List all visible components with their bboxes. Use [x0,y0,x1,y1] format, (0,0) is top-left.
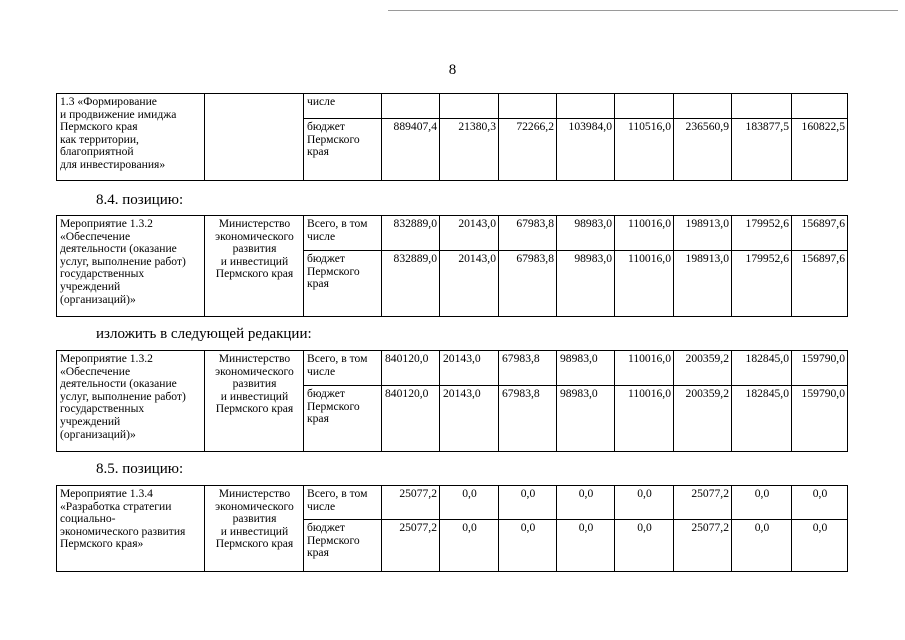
value-cell: 110516,0 [615,119,674,181]
value-cell: 198913,0 [674,251,732,317]
value-cell: 20143,0 [440,216,499,251]
value-cell: 0,0 [557,520,615,572]
value-cell: 0,0 [557,486,615,520]
funding-source-cell: бюджет Пермского края [304,386,382,452]
value-cell: 0,0 [440,520,499,572]
value-cell: 67983,8 [499,251,557,317]
table-measure-1-3-4 [56,485,848,572]
value-cell: 25077,2 [674,520,732,572]
funding-source-cell: Всего, в том числе [304,351,382,386]
value-cell: 98983,0 [557,386,615,452]
table-row [57,216,848,251]
value-cell [382,94,440,119]
section-heading-8-4: 8.4. позицию: [96,192,184,208]
value-cell [792,94,848,119]
value-cell: 67983,8 [499,386,557,452]
value-cell: 200359,2 [674,351,732,386]
value-cell: 179952,6 [732,216,792,251]
value-cell: 840120,0 [382,351,440,386]
executor-cell: Министерство экономического развития и инвестиций Пермского края [205,351,304,452]
table-measure-1-3 [56,93,848,181]
value-cell: 21380,3 [440,119,499,181]
value-cell: 25077,2 [674,486,732,520]
funding-source-cell: бюджет Пермского края [304,119,382,181]
value-cell: 159790,0 [792,351,848,386]
measure-name-cell: Мероприятие 1.3.4 «Разработка стратегии социально- экономического развития Пермского края» [57,486,205,572]
value-cell: 110016,0 [615,251,674,317]
value-cell: 25077,2 [382,486,440,520]
value-cell: 0,0 [732,520,792,572]
value-cell: 0,0 [615,520,674,572]
value-cell [499,94,557,119]
measure-name-cell: Мероприятие 1.3.2 «Обеспечение деятельности (оказание услуг, выполнение работ) государственных учреждений (организаций)» [57,216,205,317]
value-cell: 110016,0 [615,386,674,452]
value-cell: 156897,6 [792,251,848,317]
value-cell: 98983,0 [557,251,615,317]
value-cell: 0,0 [792,520,848,572]
measure-name-cell: 1.3 «Формирование и продвижение имиджа Пермского края как территории, благоприятной для инвестирования» [57,94,205,181]
value-cell: 20143,0 [440,386,499,452]
table-measure-1-3-2-new [56,350,848,452]
funding-source-cell: Всего, в том числе [304,486,382,520]
funding-source-cell: бюджет Пермского края [304,520,382,572]
section-heading-new-edition: изложить в следующей редакции: [96,326,312,342]
value-cell: 182845,0 [732,386,792,452]
page-number: 8 [448,62,457,78]
value-cell: 182845,0 [732,351,792,386]
funding-source-cell: Всего, в том числе [304,216,382,251]
measure-name-cell: Мероприятие 1.3.2 «Обеспечение деятельности (оказание услуг, выполнение работ) государственных учреждений (организаций)» [57,351,205,452]
table-row [57,351,848,386]
value-cell: 20143,0 [440,251,499,317]
table-row [57,486,848,520]
value-cell: 67983,8 [499,351,557,386]
executor-cell [205,94,304,181]
value-cell [674,94,732,119]
value-cell: 156897,6 [792,216,848,251]
value-cell: 0,0 [499,520,557,572]
value-cell: 0,0 [615,486,674,520]
funding-source-cell: числе [304,94,382,119]
value-cell: 0,0 [732,486,792,520]
value-cell: 72266,2 [499,119,557,181]
value-cell: 840120,0 [382,386,440,452]
table-row [57,94,848,119]
executor-cell: Министерство экономического развития и инвестиций Пермского края [205,486,304,572]
value-cell: 20143,0 [440,351,499,386]
value-cell: 103984,0 [557,119,615,181]
value-cell [440,94,499,119]
funding-source-cell: бюджет Пермского края [304,251,382,317]
table-measure-1-3-2-old [56,215,848,317]
value-cell: 98983,0 [557,351,615,386]
executor-cell: Министерство экономического развития и инвестиций Пермского края [205,216,304,317]
value-cell: 25077,2 [382,520,440,572]
value-cell: 0,0 [499,486,557,520]
value-cell: 0,0 [440,486,499,520]
value-cell: 183877,5 [732,119,792,181]
value-cell: 198913,0 [674,216,732,251]
value-cell [732,94,792,119]
value-cell: 110016,0 [615,351,674,386]
section-heading-8-5: 8.5. позицию: [96,461,184,477]
value-cell: 200359,2 [674,386,732,452]
value-cell: 67983,8 [499,216,557,251]
value-cell [615,94,674,119]
value-cell: 160822,5 [792,119,848,181]
top-border-line [388,10,898,11]
value-cell: 832889,0 [382,216,440,251]
value-cell: 0,0 [792,486,848,520]
value-cell [557,94,615,119]
value-cell: 98983,0 [557,216,615,251]
value-cell: 889407,4 [382,119,440,181]
value-cell: 236560,9 [674,119,732,181]
value-cell: 110016,0 [615,216,674,251]
value-cell: 179952,6 [732,251,792,317]
value-cell: 832889,0 [382,251,440,317]
value-cell: 159790,0 [792,386,848,452]
